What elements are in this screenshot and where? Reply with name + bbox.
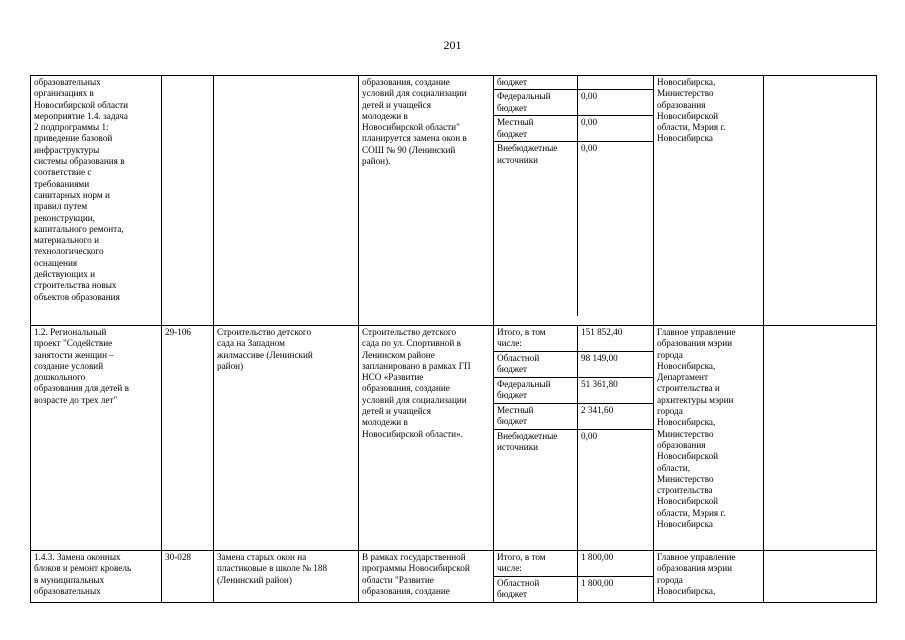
activity-cell: 1.2. Региональный проект "Содействие занятости женщин – создание условий дошкольного образования для детей в возрасте до трех лет" [31,326,162,551]
table-row [31,326,877,551]
finance-label: Федеральный бюджет [494,90,578,116]
finance-table [494,76,653,316]
finance-row [494,142,653,317]
code-cell [162,76,214,326]
finance-table [494,551,653,602]
finance-value [578,76,654,90]
finance-value: 0,00 [581,431,598,441]
executor-cell: Новосибирска, Министерство образования Новосибирской области, Мэрия г. Новосибирска [654,76,764,326]
finance-label: бюджет [494,76,578,90]
finance-label: Федеральный бюджет [494,378,578,404]
finance-label: Внебюджетные источники [494,430,578,551]
object-cell: Строительство детского сада на Западном жилмассиве (Ленинский район) [214,326,359,551]
finance-row [494,404,653,430]
activity-cell: образовательных организациях в Новосибирской области мероприятие 1.4. задача 2 подпрограммы 1: приведение базовой инфраструктуры системы образования в соответствие с требованиями санитарных норм и правил путем реконструкции, капитального ремонта, материального и технологического оснащения действующих и строительства новых объектов образования [31,76,162,326]
description-cell: Строительство детского сада по ул. Спортивной в Ленинском районе запланировано в рамках ГП НСО «Развитие образования, создание условий для социализации детей и учащейся молодежи в Новосибирской области». [359,326,494,551]
finance-table [494,326,653,550]
table-row [31,551,877,603]
finance-label: Итого, в том числе: [494,326,578,352]
finance-label: Областной бюджет [494,352,578,378]
executor-cell: Главное управление образования мэрии города Новосибирска, Департамент строительства и архитектуры мэрии города Новосибирска, Министерство образования Новосибирской области, Министерство строительства Новосибирской области, Мэрия г. Новосибирска [654,326,764,551]
finance-label: Местный бюджет [494,404,578,430]
finance-row [494,352,653,378]
finance-value: 0,00 [578,116,654,142]
finance-row [494,378,653,404]
finance-cell [494,551,654,603]
finance-label: Местный бюджет [494,116,578,142]
finance-value: 1 800,00 [578,551,654,577]
code-cell: 30-028 [162,551,214,603]
page-number: 201 [443,38,462,52]
extra-cell [764,326,877,551]
finance-row [494,430,653,551]
object-cell: Замена старых окон на пластиковые в школе № 188 (Ленинский район) [214,551,359,603]
finance-value: 98 149,00 [578,352,654,378]
finance-row [494,577,653,603]
code-cell: 29-106 [162,326,214,551]
description-cell: В рамках государственной программы Новосибирской области "Развитие образования, создание [359,551,494,603]
finance-cell [494,76,654,326]
finance-value: 1 800,00 [581,578,614,588]
finance-value: 51 361,80 [578,378,654,404]
finance-label: Областной бюджет [494,577,578,603]
finance-value: 0,00 [581,143,598,154]
finance-cell [494,326,654,551]
finance-value: 2 341,60 [578,404,654,430]
object-cell [214,76,359,326]
extra-cell [764,76,877,326]
executor-cell: Главное управление образования мэрии города Новосибирска, [654,551,764,603]
table-row [31,76,877,326]
finance-label: Внебюджетные источники [494,142,578,317]
finance-row [494,326,653,352]
finance-row [494,116,653,142]
program-table [30,75,877,603]
finance-row [494,76,653,90]
extra-cell [764,551,877,603]
finance-label: Итого, в том числе: [494,551,578,577]
finance-row [494,90,653,116]
finance-value: 0,00 [578,90,654,116]
description-cell: образования, создание условий для социализации детей и учащейся молодежи в Новосибирской области" планируется замена окон в СОШ № 90 (Ленинский район). [359,76,494,326]
activity-cell: 1.4.3. Замена оконных блоков и ремонт кровель в муниципальных образовательных [31,551,162,603]
finance-row [494,551,653,577]
finance-value: 151 852,40 [578,326,654,352]
